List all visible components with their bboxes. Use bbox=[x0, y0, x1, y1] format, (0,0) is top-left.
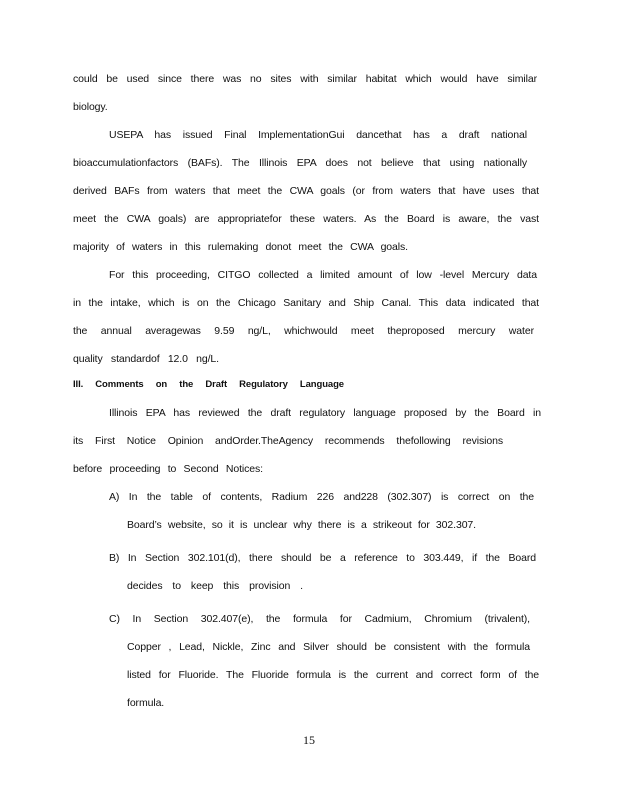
paragraph-line: before proceeding to Second Notices: bbox=[73, 463, 263, 475]
paragraph-line: biology. bbox=[73, 101, 108, 113]
list-item-line: Board’s website, so it is unclear why there is a strikeout for 302.307. bbox=[127, 519, 476, 531]
paragraph-line: For this proceeding, CITGO collected a limited amount of low -level Mercury data bbox=[109, 269, 537, 281]
paragraph-line: the annual averagewas 9.59 ng/L, whichwould meet theproposed mercury water bbox=[73, 325, 534, 337]
list-item-line: decides to keep this provision . bbox=[127, 580, 303, 592]
list-item-line: formula. bbox=[127, 697, 165, 709]
paragraph-line: in the intake, which is on the Chicago Sanitary and Ship Canal. This data indicated that bbox=[73, 297, 539, 309]
paragraph-line: meet the CWA goals) are appropriatefor these waters. As the Board is aware, the vast bbox=[73, 213, 539, 225]
paragraph-line: USEPA has issued Final ImplementationGui dancethat has a draft national bbox=[109, 129, 527, 141]
paragraph-line: Illinois EPA has reviewed the draft regulatory language proposed by the Board in bbox=[109, 407, 541, 419]
page-number: 15 bbox=[303, 733, 315, 747]
list-item-line: listed for Fluoride. The Fluoride formula is the current and correct form of the bbox=[127, 669, 539, 681]
list-item-line: C) In Section 302.407(e), the formula for Cadmium, Chromium (trivalent), bbox=[109, 613, 530, 625]
paragraph-line: quality standardof 12.0 ng/L. bbox=[73, 353, 219, 365]
paragraph-line: derived BAFs from waters that meet the CWA goals (or from waters that have uses that bbox=[73, 185, 539, 197]
paragraph-line: majority of waters in this rulemaking donot meet the CWA goals. bbox=[73, 241, 408, 253]
paragraph-line: could be used since there was no sites with similar habitat which would have similar bbox=[73, 73, 537, 85]
list-item-line: Copper , Lead, Nickle, Zinc and Silver should be consistent with the formula bbox=[127, 641, 530, 653]
paragraph-line: bioaccumulationfactors (BAFs). The Illinois EPA does not believe that using nationally bbox=[73, 157, 527, 169]
section-heading: III. Comments on the Draft Regulatory Language bbox=[73, 379, 344, 390]
list-item-line: A) In the table of contents, Radium 226 and228 (302.307) is correct on the bbox=[109, 491, 534, 503]
paragraph-line: its First Notice Opinion andOrder.TheAgency recommends thefollowing revisions bbox=[73, 435, 503, 447]
list-item-line: B) In Section 302.101(d), there should be a reference to 303.449, if the Board bbox=[109, 552, 536, 564]
